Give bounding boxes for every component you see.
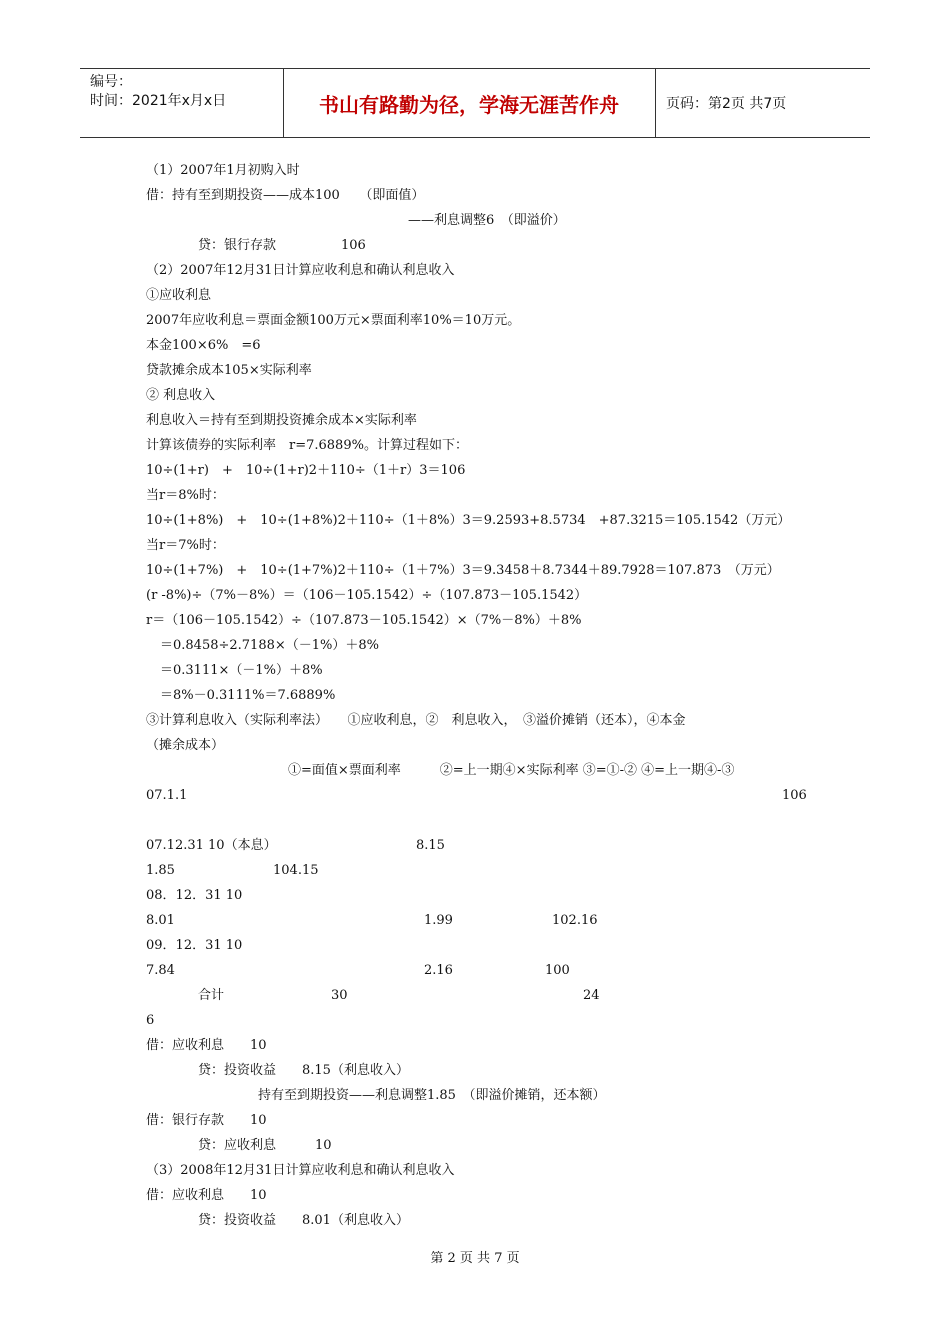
table-cell: 08．12．31 10 xyxy=(146,888,243,903)
text-line: 本金100×6% =6 xyxy=(146,338,261,353)
time-label: 时间：2021年x月x日 xyxy=(90,93,227,109)
text-line: 当r＝8%时： xyxy=(146,488,225,503)
header-meta xyxy=(90,73,226,111)
table-cell: 24 xyxy=(583,988,600,1003)
text-line: ③计算利息收入（实际利率法） ①应收利息，② 利息收入， ③溢价摊销（还本），④本金 xyxy=(146,713,686,728)
table-cell: 7.84 xyxy=(146,963,175,978)
table-cell: 07.12.31 10（本息） xyxy=(146,838,277,853)
table-cell: 07.1.1 xyxy=(146,788,188,803)
table-cell: 09．12．31 10 xyxy=(146,938,243,953)
text-line: （2）2007年12月31日计算应收利息和确认利息收入 xyxy=(146,263,455,278)
table-cell: 1.85 xyxy=(146,863,175,878)
page-label: 页码：第2页 共7页 xyxy=(666,96,787,112)
text-line: ＝0.3111×（－1%）＋8% xyxy=(160,663,323,678)
table-cell: 100 xyxy=(545,963,570,978)
text-line: （摊余成本） xyxy=(146,738,225,753)
table-cell: 106 xyxy=(782,788,807,803)
text-line: ＝0.8458÷2.7188×（－1%）＋8% xyxy=(160,638,380,653)
text-line: 利息收入＝持有至到期投资摊余成本×实际利率 xyxy=(146,413,417,428)
page-footer: 第 2 页 共 7 页 xyxy=(430,1251,520,1266)
text-line: 计算该债券的实际利率 r=7.6889%。计算过程如下： xyxy=(146,438,468,453)
text-line: （1）2007年1月初购入时 xyxy=(146,163,300,178)
table-cell: 104.15 xyxy=(273,863,319,878)
table-cell: 2.16 xyxy=(424,963,453,978)
header-divider xyxy=(655,69,656,137)
text-line: ①应收利息 xyxy=(146,288,212,303)
text-line: 借：持有至到期投资——成本100 （即面值） xyxy=(146,188,425,203)
journal-line: 贷：投资收益 8.01（利息收入） xyxy=(198,1213,409,1228)
header-motto: 书山有路勤为径，学海无涯苦作舟 xyxy=(319,92,619,117)
table-cell: 30 xyxy=(331,988,348,1003)
table-cell: 102.16 xyxy=(552,913,598,928)
text-line: ② 利息收入 xyxy=(146,388,216,403)
document-header xyxy=(80,68,870,138)
journal-line: 借：应收利息 10 xyxy=(146,1038,267,1053)
text-line: 10÷(1+8%) + 10÷(1+8%)2＋110÷（1＋8%）3＝9.2593+8.5734 +87.3215＝105.1542（万元） xyxy=(146,513,791,528)
table-cell: 8.15 xyxy=(416,838,445,853)
journal-line: 借：银行存款 10 xyxy=(146,1113,267,1128)
text-line: 2007年应收利息＝票面金额100万元×票面利率10%＝10万元。 xyxy=(146,313,521,328)
journal-line: 持有至到期投资——利息调整1.85 （即溢价摊销，还本额） xyxy=(258,1088,606,1103)
journal-line: 贷：投资收益 8.15（利息收入） xyxy=(198,1063,409,1078)
text-line: ——利息调整6 （即溢价） xyxy=(408,213,566,228)
text-line: 10÷(1+7%) + 10÷(1+7%)2＋110÷（1＋7%）3＝9.3458＋8.7344＋89.7928＝107.873 （万元） xyxy=(146,563,780,578)
text-line: (r -8%)÷（7%－8%）＝（106－105.1542）÷（107.873－105.1542） xyxy=(146,588,588,603)
text-line: 10÷(1+r) + 10÷(1+r)2＋110÷（1＋r）3＝106 xyxy=(146,463,466,478)
text-line: 贷：银行存款 106 xyxy=(198,238,366,253)
journal-line: 借：应收利息 10 xyxy=(146,1188,267,1203)
journal-line: 贷：应收利息 10 xyxy=(198,1138,332,1153)
text-line: 当r＝7%时： xyxy=(146,538,225,553)
table-cell: 1.99 xyxy=(424,913,453,928)
table-cell: 6 xyxy=(146,1013,155,1028)
text-line: r＝（106－105.1542）÷（107.873－105.1542）×（7%－8%）＋8% xyxy=(146,613,582,628)
journal-line: （3）2008年12月31日计算应收利息和确认利息收入 xyxy=(146,1163,455,1178)
text-line: ＝8%－0.3111%＝7.6889% xyxy=(160,688,336,703)
table-cell: 合计 xyxy=(198,988,225,1003)
serial-label: 编号： xyxy=(90,74,132,90)
table-header: ①=面值×票面利率 ②=上一期④×实际利率 ③=①-② ④=上一期④-③ xyxy=(288,763,735,778)
text-line: 贷款摊余成本105×实际利率 xyxy=(146,363,312,378)
table-cell: 8.01 xyxy=(146,913,175,928)
